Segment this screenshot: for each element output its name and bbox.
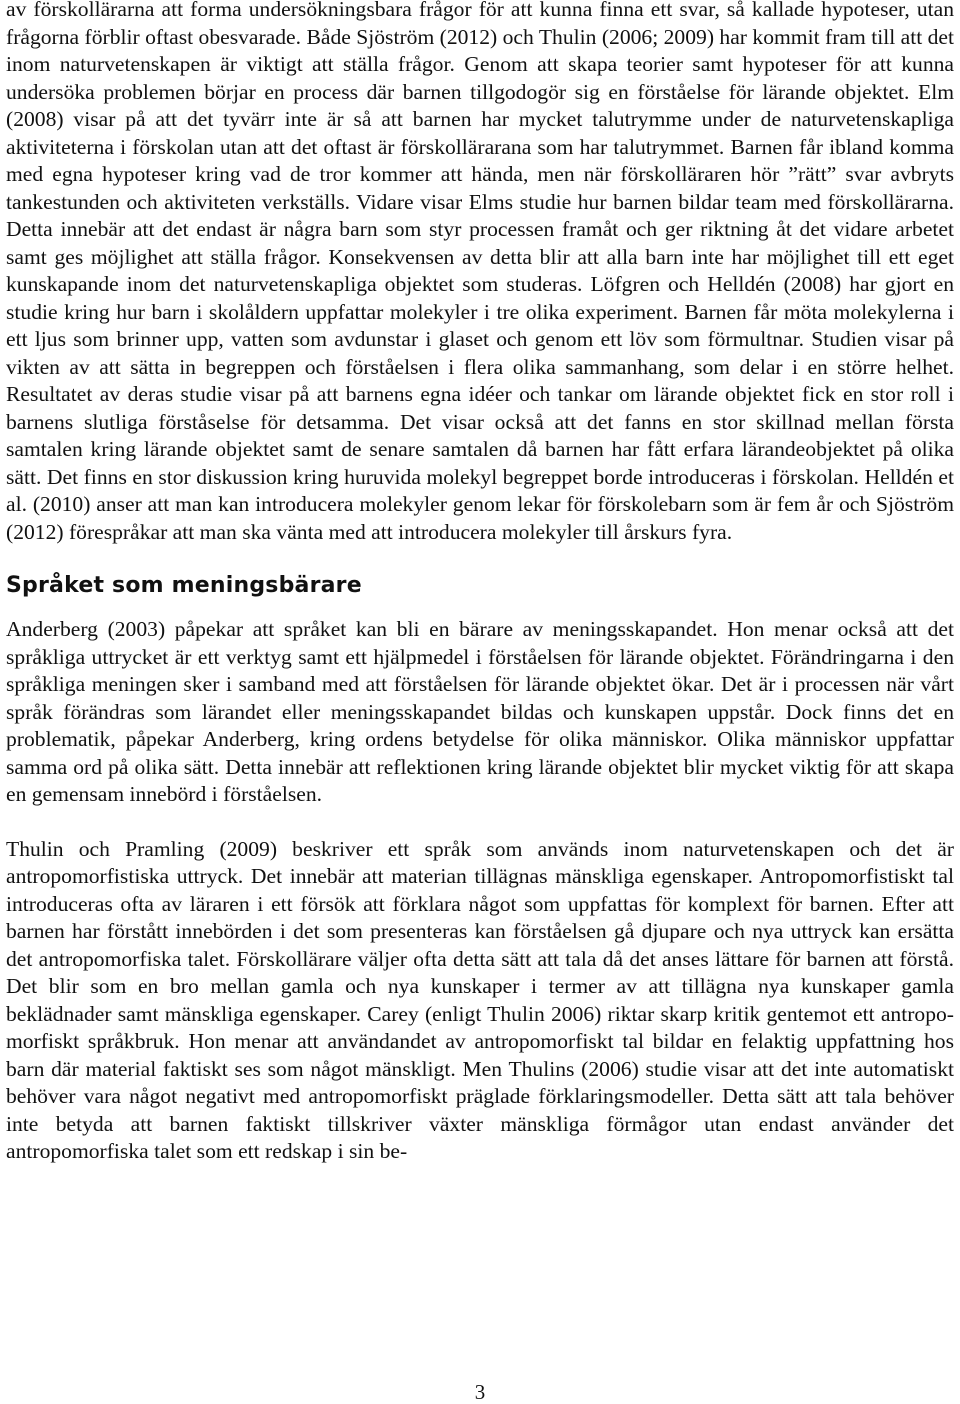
- body-paragraph: Anderberg (2003) påpekar att språket kan bli en bärare av meningsskapandet. Hon menar också att det språkliga uttrycket är ett verktyg samt ett hjälpmedel i förståelsen för lärande objektet. Förändringarna i den språkliga meningen sker i samband med att förståelsen för lärande objektet ökar. Det är i processen när vårt språk förändras som lärandet eller meningsskapandet bildas och kunskapen uppstår. Dock finns det en problematik, påpekar Anderberg, kring ordens betydelse för olika människor. Olika människor uppfattar samma ord på olika sätt. Detta innebär att reflektionen kring lärande objektet blir mycket viktig för att skapa en gemensam innebörd i förståelsen.: [6, 617, 954, 806]
- document-page: [6, 0, 954, 1166]
- body-paragraph: av förskollärarna att forma undersökningsbara frågor för att kunna finna ett svar, så kallade hypoteser, utan frågorna förblir oftast obesvarade. Både Sjöström (2012) och Thulin (2006; 2009) har kommit fram till att det inom naturvetenskapen är viktigt att ställa frågor. Genom att skapa teorier samt hypoteser för att kunna undersöka problemen börjar en process där barnen tillgodogör sig en förståelse för lärande objektet. Elm (2008) visar på att det tyvärr inte är så att barnen har mycket talutrymme under de naturvetenskapliga aktiviteterna i förskolan utan att det oftast är förskollärarana som har talutrymmet. Barnen får ibland komma med egna hypoteser kring vad de tror kommer att hända, men när förskolläraren hör ”rätt” svar avbryts tankestunden och aktiviteten verkställs. Vidare visar Elms studie hur barnen bildar team med förskollärarna. Detta innebär att det endast är några barn som styr processen framåt och ger riktning åt det vidare arbetet samt ges möjlighet att ställa frågor. Konsekvensen av detta blir att alla barn inte har möjlighet till ett eget kunskapande inom det naturvetenskapliga objektet som studeras. Löfgren och Helldén (2008) har gjort en studie kring hur barn i skolåldern uppfattar molekyler i tre olika experiment. Barnen får möta molekylerna i ett ljus som brinner upp, vatten som avdunstar i glaset och genom ett löv som förmultnar. Studien visar på vikten av att sätta in begreppen och förståelsen i flera olika sammanhang, som delar i en större helhet. Resultatet av deras studie visar på att barnens egna idéer och tankar om lärande objektet fick en stor roll i barnens slutliga förståselse för detsamma. Det visar också att det fanns en stor skillnad mellan första samtalen kring lärande objektet samt de senare samtalen då barnen har fått erfara lärandeobjektet på olika sätt. Det finns en stor diskussion kring huruvida molekyl begreppet borde introduceras i förskolan. Helldén et al. (2010) anser att man kan introducera molekyler genom lekar för förskolebarn som är fem år och Sjöström (2012) förespråkar att man ska vänta med att introducera molekyler till årskurs fyra.: [6, 0, 954, 544]
- section-heading: Språket som meningsbärare: [6, 573, 362, 598]
- body-paragraph: Thulin och Pramling (2009) beskriver ett språk som används inom naturvetenskapen och det är antropomorfistiska uttryck. Det innebär att materian tillägnas mänskliga egenskaper. Antropomorfistiskt tal introduceras ofta av läraren i ett försök att förklara något som uppfattas för komplext för barnen. Efter att barnen har förstått innebörden i det som presenteras kan förståelsen gå djupare och nya uttryck kan ersätta det antropomorfiska talet. Förskollärare väljer ofta detta sätt att tala då det anses lättare för barnen att förstå. Det blir som en bro mellan gamla och nya kunskaper i termer av att tillägna nya kunskaper gamla beklädnader samt mänskliga egenskaper. Carey (enligt Thulin 2006) riktar skarp kritik gentemot ett antropomorfiskt språkbruk. Hon menar att användandet av antropomorfiskt tal bildar en felaktig uppfattning hos barn där material faktiskt ses som något mänskligt. Men Thulins (2006) studie visar att det inte automatiskt behöver vara något negativt med antropomorfiskt präglade förklaringsmodeller. Detta sätt att tala behöver inte betyda att barnen faktiskt tillskriver växter mänskliga förmågor utan endast använder det antropomorfiska talet som ett redskap i sin be-: [6, 836, 954, 1163]
- page-number: 3: [474, 1380, 486, 1404]
